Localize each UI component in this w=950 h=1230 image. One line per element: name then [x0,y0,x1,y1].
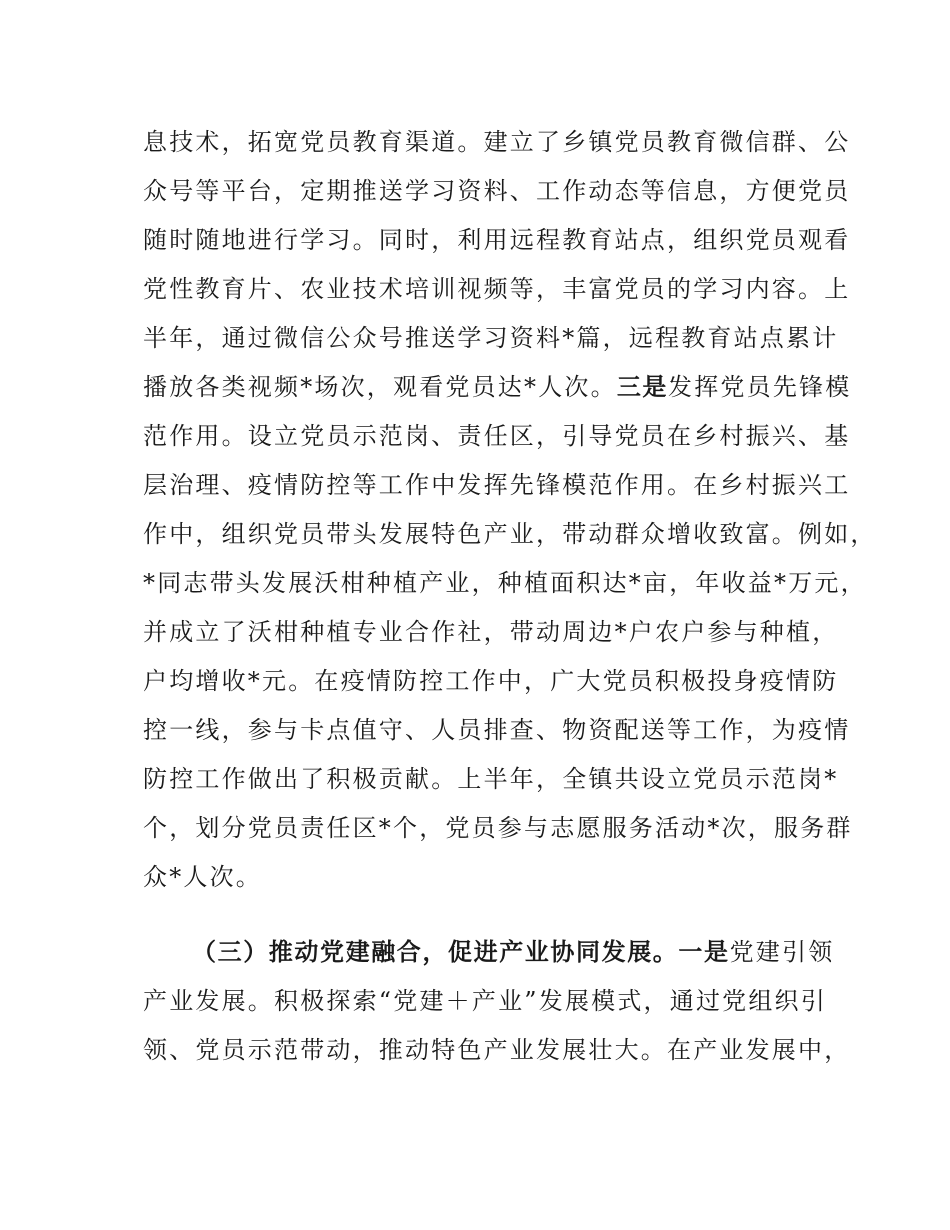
text-line: 作中，组织党员带头发展特色产业，带动群众增收致富。例如， [143,520,877,548]
text-line: 层治理、疫情防控等工作中发挥先锋模范作用。在乡村振兴工 [143,471,851,499]
text-line: 众*人次。 [143,863,262,891]
text-segment: 播放各类视频*场次，观看党员达*人次。 [143,373,617,401]
text-line: 领、党员示范带动，推动特色产业发展壮大。在产业发展中， [143,1036,851,1064]
text-line: 产业发展。积极探索“党建＋产业”发展模式，通过党组织引 [143,987,827,1015]
section-heading: （三）推动党建融合，促进产业协同发展。一是 [192,938,730,966]
text-line: 控一线，参与卡点值守、人员排查、物资配送等工作，为疫情 [143,716,851,744]
text-segment: 发挥党员先锋模 [668,373,852,401]
text-line: 防控工作做出了积极贡献。上半年，全镇共设立党员示范岗* [143,765,839,793]
emphasis-label: 三是 [616,373,669,401]
text-line: 众号等平台，定期推送学习资料、工作动态等信息，方便党员 [143,177,851,205]
text-line: 范作用。设立党员示范岗、责任区，引导党员在乡村振兴、基 [143,422,851,450]
text-line: 个，划分党员责任区*个，党员参与志愿服务活动*次，服务群 [143,814,853,842]
text-line: 随时随地进行学习。同时，利用远程教育站点，组织党员观看 [143,226,851,254]
text-line: 息技术，拓宽党员教育渠道。建立了乡镇党员教育微信群、公 [143,128,851,156]
text-line: 并成立了沃柑种植专业合作社，带动周边*户农户参与种植， [143,618,839,646]
text-line: 户均增收*元。在疫情防控工作中，广大党员积极投身疫情防 [143,667,839,695]
text-line: 半年，通过微信公众号推送学习资料*篇，远程教育站点累计 [143,324,839,352]
section-heading-line [192,928,872,977]
text-line: 党性教育片、农业技术培训视频等，丰富党员的学习内容。上 [143,275,851,303]
text-line: *同志带头发展沃柑种植产业，种植面积达*亩，年收益*万元， [143,569,867,597]
text-line [143,363,852,412]
text-segment: 党建引领 [729,938,835,966]
